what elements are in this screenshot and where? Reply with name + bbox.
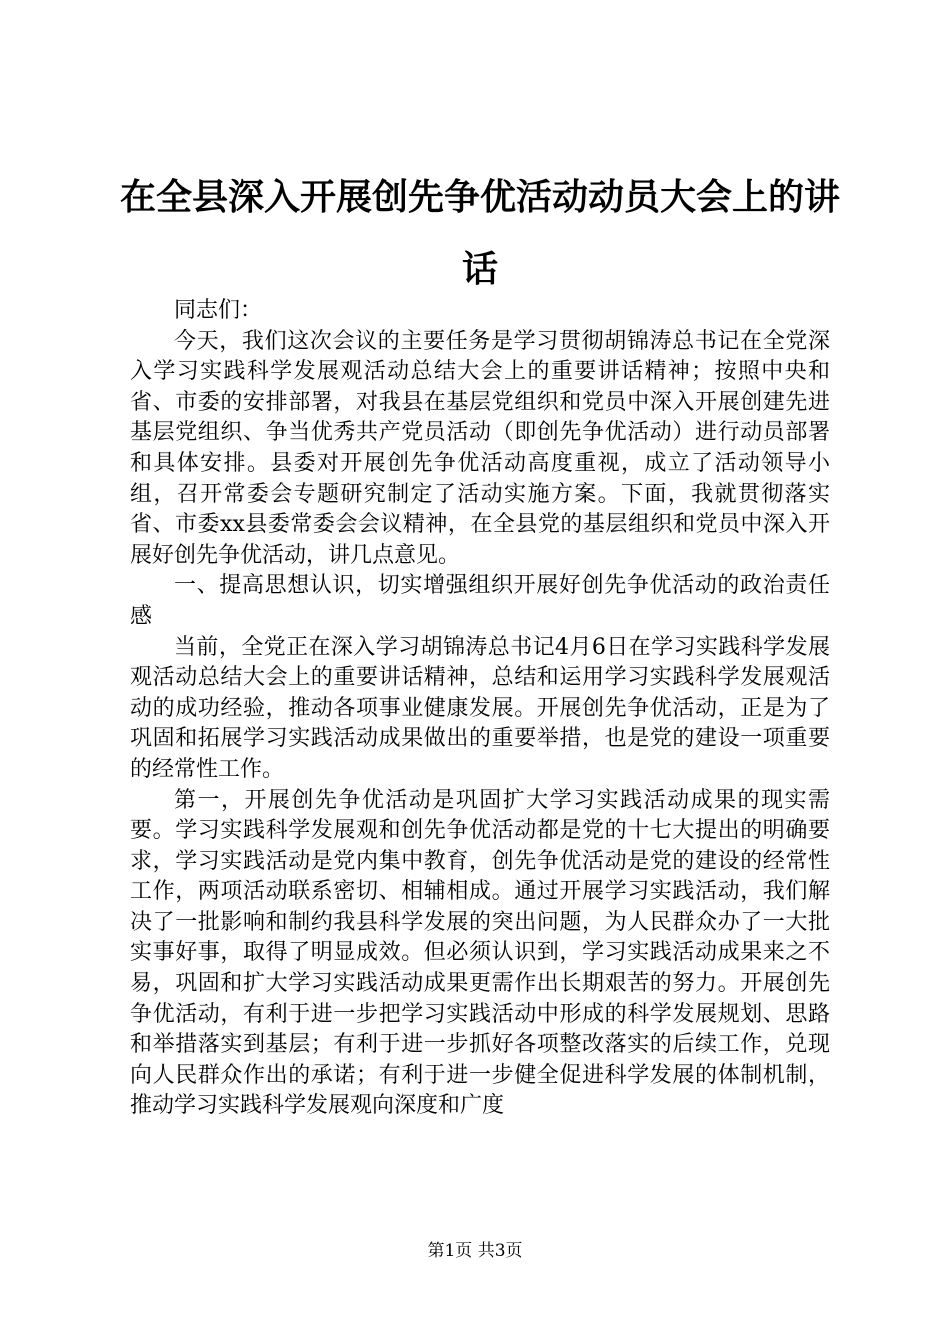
section-heading: 一、提高思想认识，切实增强组织开展好创先争优活动的政治责任感 <box>130 573 830 629</box>
salutation-paragraph: 同志们： <box>174 298 263 323</box>
page-footer: 第1页 共3页 <box>427 1241 523 1261</box>
body-paragraph: 当前，全党正在深入学习胡锦涛总书记4月6日在学习实践科学发展观活动总结大会上的重要讲话精神，总结和运用学习实践科学发展观活动的成功经验，推动各项事业健康发展。开展创先争优活动，正是为了巩固和拓展学习实践活动成果做出的重要举措，也是党的建设一项重要的经常性工作。 <box>130 634 830 782</box>
intro-paragraph: 今天，我们这次会议的主要任务是学习贯彻胡锦涛总书记在全党深入学习实践科学发展观活动总结大会上的重要讲话精神；按照中央和省、市委的安排部署，对我县在基层党组织和党员中深入开展创建先进基层党组织、争当优秀共产党员活动（即创先争优活动）进行动员部署和具体安排。县委对开展创先争优活动高度重视，成立了活动领导小组，召开常委会专题研究制定了活动实施方案。下面，我就贯彻落实省、市委xx县委常委会会议精神，在全县党的基层组织和党员中深入开展好创先争优活动，讲几点意见。 <box>130 328 830 568</box>
document-title: 在全县深入开展创先争优活动动员大会上的讲话 <box>120 177 841 290</box>
document-body <box>130 296 830 1122</box>
body-paragraph: 第一，开展创先争优活动是巩固扩大学习实践活动成果的现实需要。学习实践科学发展观和创先争优活动都是党的十七大提出的明确要求，学习实践活动是党内集中教育，创先争优活动是党的建设的经常性工作，两项活动联系密切、相辅相成。通过开展学习实践活动，我们解决了一批影响和制约我县科学发展的突出问题，为人民群众办了一大批实事好事，取得了明显成效。但必须认识到，学习实践活动成果来之不易，巩固和扩大学习实践活动成果更需作出长期艰苦的努力。开展创先争优活动，有利于进一步把学习实践活动中形成的科学发展规划、思路和举措落实到基层；有利于进一步抓好各项整改落实的后续工作，兑现向人民群众作出的承诺；有利于进一步健全促进科学发展的体制机制，推动学习实践科学发展观向深度和广度 <box>130 787 830 1119</box>
